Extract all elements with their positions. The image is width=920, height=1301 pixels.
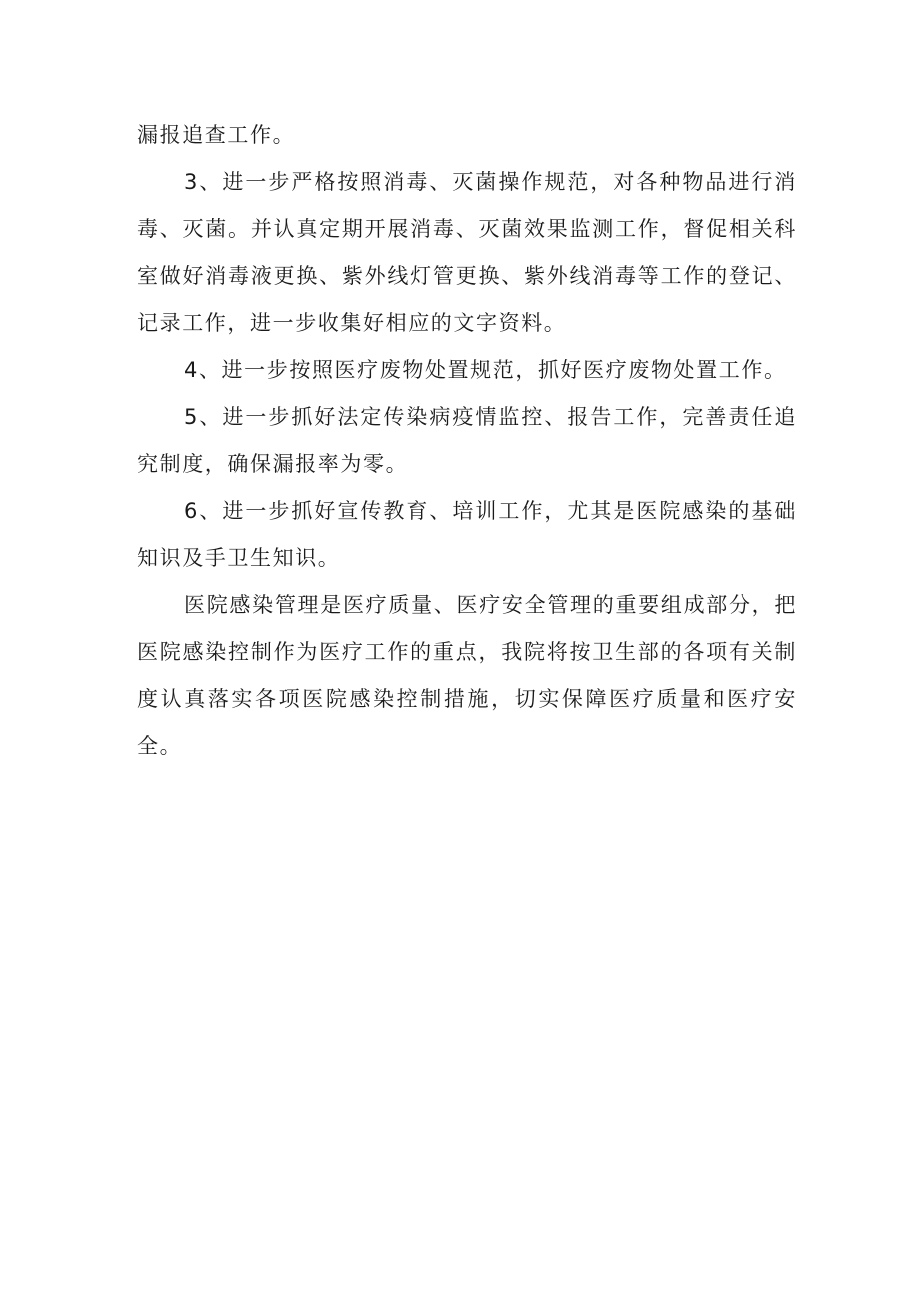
paragraph-item-3: 3、进一步严格按照消毒、灭菌操作规范，对各种物品进行消毒、灭菌。并认真定期开展消毒、灭菌效果监测工作，督促相关科室做好消毒液更换、紫外线灯管更换、紫外线消毒等工作的登记、记录工作，进一步收集好相应的文字资料。 xyxy=(137,170,797,335)
paragraph-item-5: 5、进一步抓好法定传染病疫情监控、报告工作，完善责任追究制度，确保漏报率为零。 xyxy=(137,405,797,476)
paragraph-item-4: 4、进一步按照医疗废物处置规范，抓好医疗废物处置工作。 xyxy=(184,358,787,382)
document-body xyxy=(137,112,797,770)
paragraph-continuation: 漏报追查工作。 xyxy=(137,123,296,147)
paragraph-conclusion: 医院感染管理是医疗质量、医疗安全管理的重要组成部分，把医院感染控制作为医疗工作的重点，我院将按卫生部的各项有关制度认真落实各项医院感染控制措施，切实保障医疗质量和医疗安全。 xyxy=(137,593,797,758)
paragraph-item-6: 6、进一步抓好宣传教育、培训工作，尤其是医院感染的基础知识及手卫生知识。 xyxy=(137,499,797,570)
